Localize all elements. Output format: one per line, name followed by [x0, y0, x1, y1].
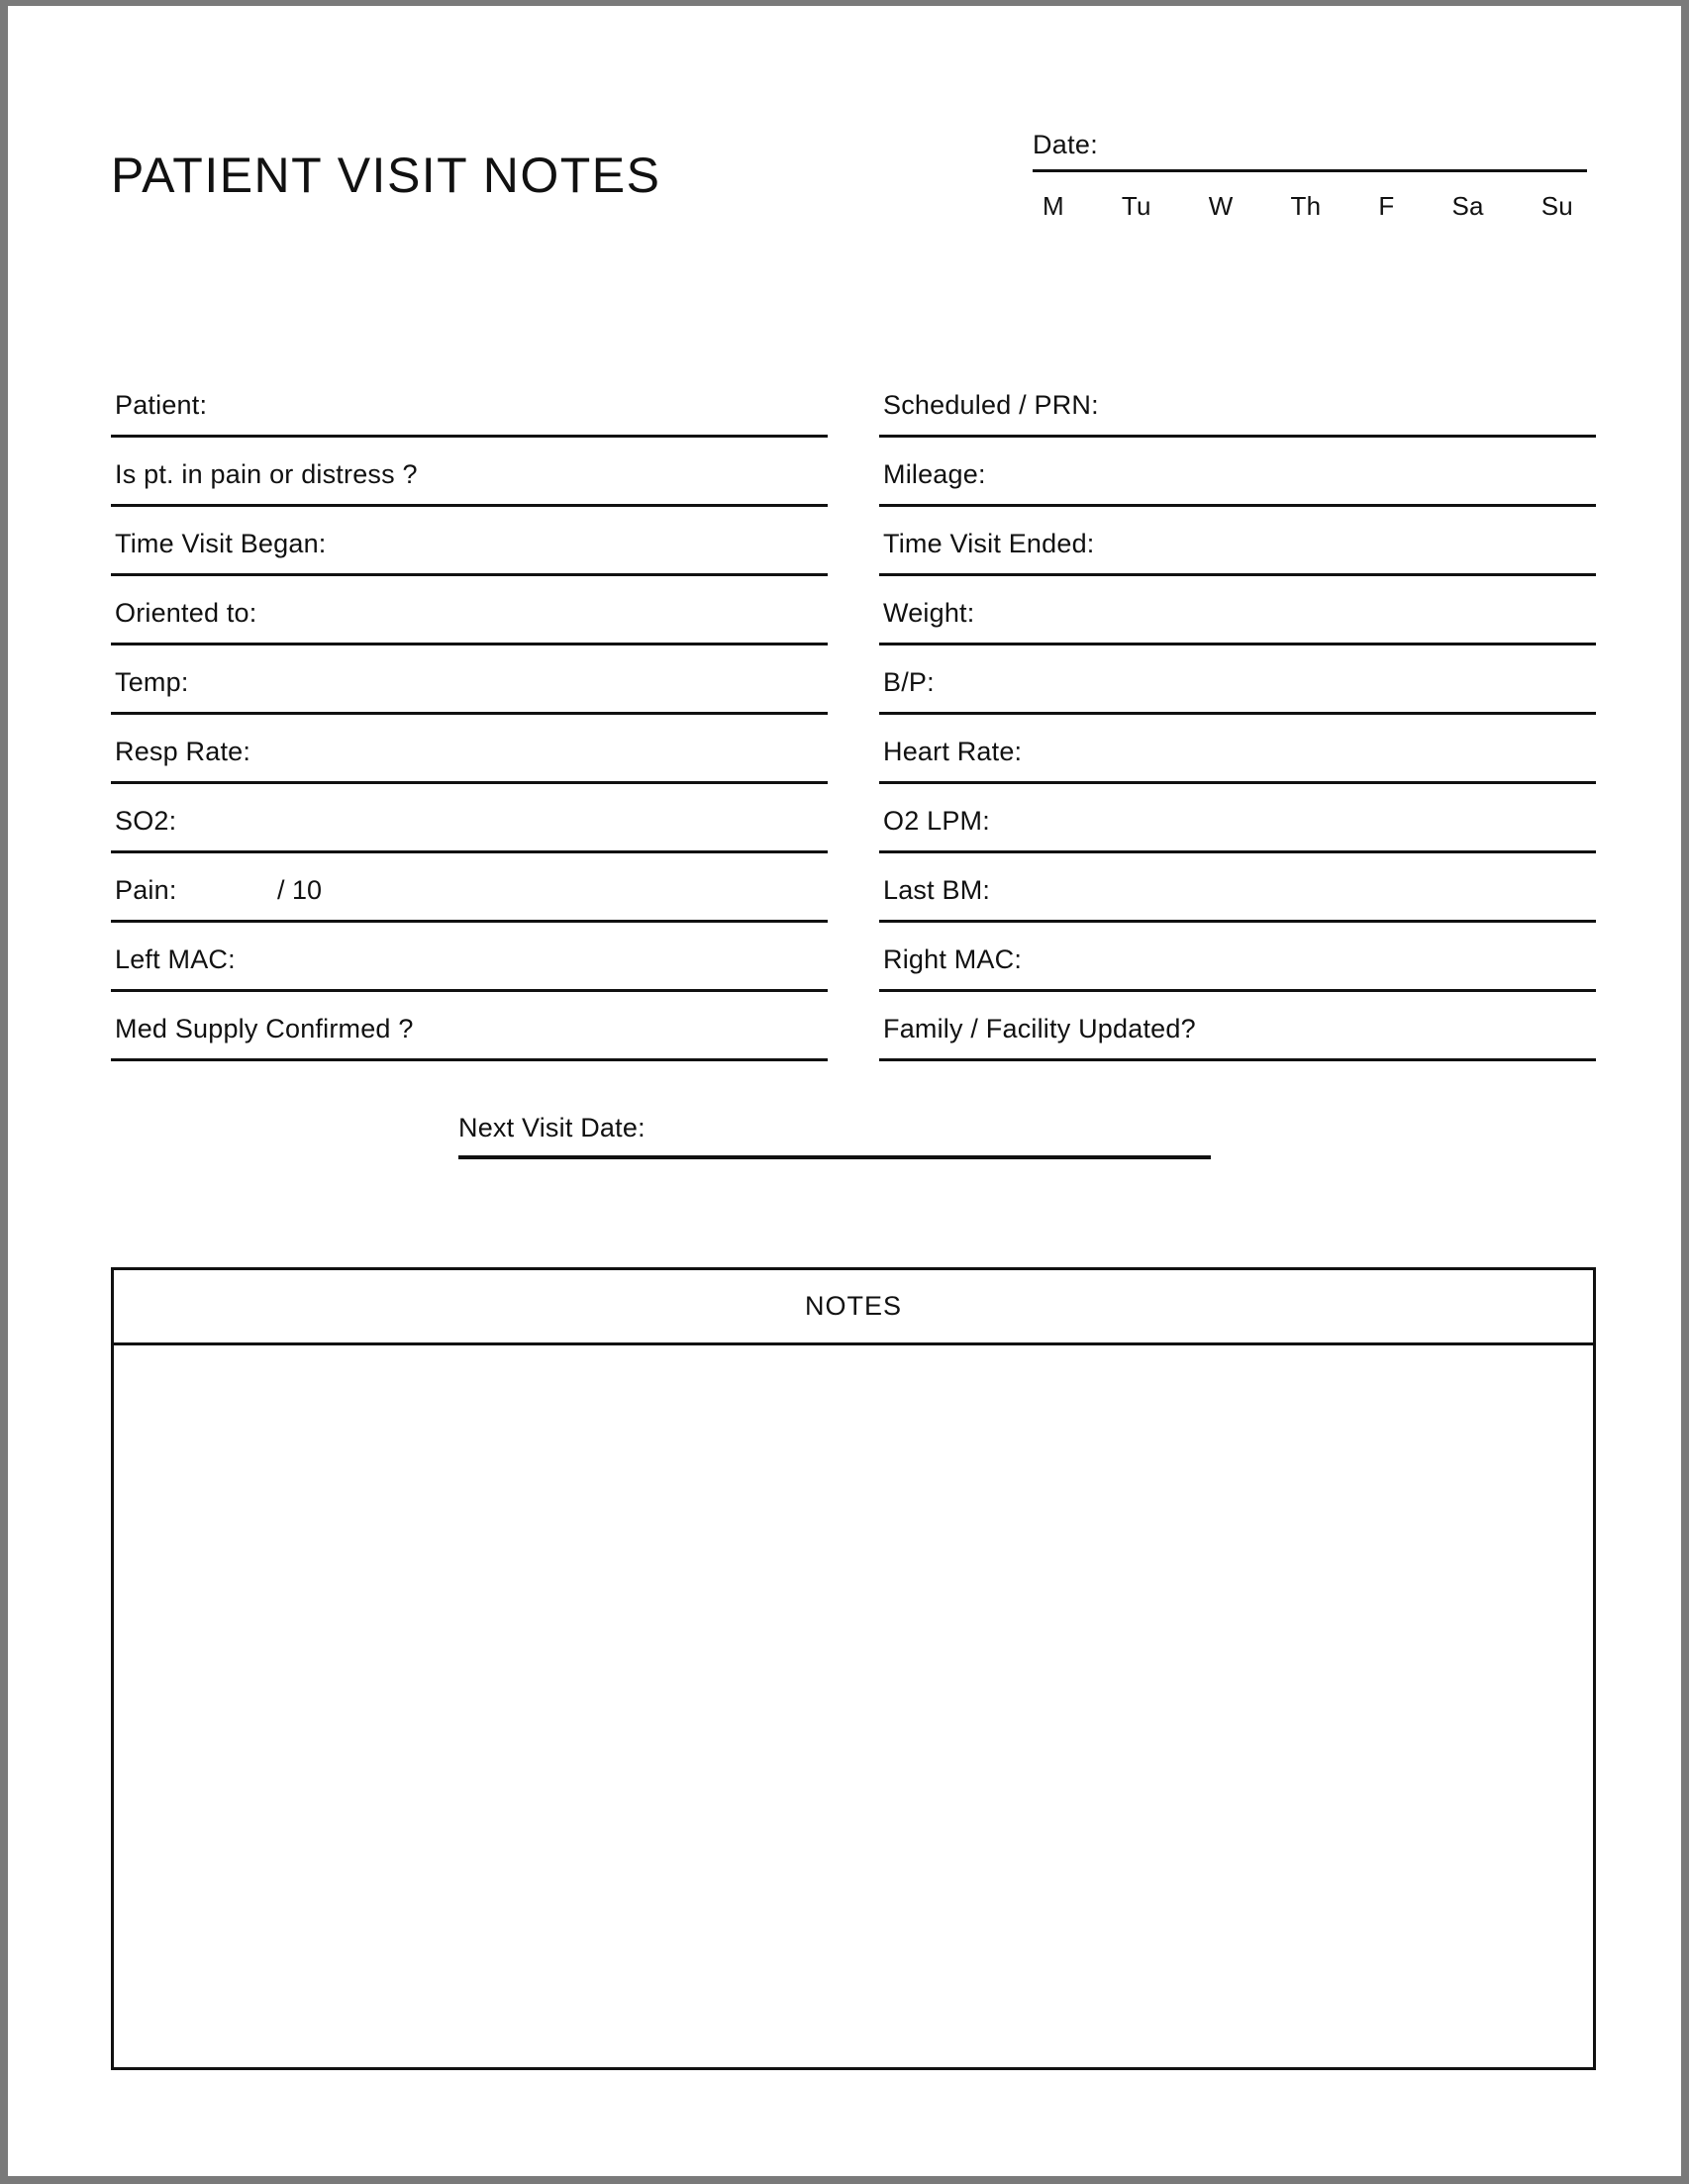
field-o2-lpm[interactable]	[879, 784, 1596, 853]
field-label: Temp:	[115, 667, 189, 697]
field-mileage[interactable]	[879, 438, 1596, 507]
day-option-w[interactable]: W	[1208, 191, 1234, 221]
next-visit-date-write-line[interactable]	[458, 1155, 1211, 1159]
field-oriented-to[interactable]	[111, 576, 828, 645]
vitals-field-grid	[111, 368, 1596, 1061]
field-column-left	[111, 368, 828, 1061]
field-med-supply-confirmed[interactable]	[111, 992, 828, 1061]
day-of-week-row	[1033, 191, 1587, 222]
field-label: Resp Rate:	[115, 737, 251, 766]
field-label: Patient:	[115, 390, 208, 420]
field-label: Time Visit Ended:	[883, 529, 1095, 558]
field-label: Oriented to:	[115, 598, 257, 628]
field-suffix: / 10	[277, 875, 323, 905]
date-block	[1033, 130, 1587, 222]
field-label: Pain:	[115, 875, 177, 905]
date-write-line[interactable]	[1033, 169, 1587, 172]
field-heart-rate[interactable]	[879, 715, 1596, 784]
field-label: Is pt. in pain or distress ?	[115, 459, 418, 489]
notes-write-area[interactable]	[114, 1345, 1593, 2067]
field-right-mac[interactable]	[879, 923, 1596, 992]
field-last-bm[interactable]	[879, 853, 1596, 923]
field-label: O2 LPM:	[883, 806, 990, 836]
field-temp[interactable]	[111, 645, 828, 715]
notes-header	[114, 1270, 1593, 1345]
field-blood-pressure[interactable]	[879, 645, 1596, 715]
field-label: Right MAC:	[883, 944, 1023, 974]
field-label: Left MAC:	[115, 944, 236, 974]
field-label: Med Supply Confirmed ?	[115, 1014, 414, 1043]
field-pain-or-distress[interactable]	[111, 438, 828, 507]
next-visit-date-block	[458, 1113, 1211, 1159]
field-label: Mileage:	[883, 459, 986, 489]
day-option-th[interactable]: Th	[1290, 191, 1322, 221]
notes-header-title: NOTES	[804, 1291, 902, 1321]
day-option-sa[interactable]: Sa	[1451, 191, 1484, 221]
day-option-m[interactable]: M	[1043, 191, 1064, 221]
field-time-visit-began[interactable]	[111, 507, 828, 576]
date-label: Date:	[1033, 130, 1099, 159]
page-title: PATIENT VISIT NOTES	[111, 148, 661, 203]
field-time-visit-ended[interactable]	[879, 507, 1596, 576]
day-option-f[interactable]: F	[1378, 191, 1395, 221]
field-resp-rate[interactable]	[111, 715, 828, 784]
field-label: Scheduled / PRN:	[883, 390, 1099, 420]
field-column-right	[879, 368, 1596, 1061]
field-label: SO2:	[115, 806, 177, 836]
day-option-tu[interactable]: Tu	[1121, 191, 1151, 221]
field-label: Family / Facility Updated?	[883, 1014, 1196, 1043]
field-left-mac[interactable]	[111, 923, 828, 992]
page-sheet	[8, 6, 1681, 2176]
field-so2[interactable]	[111, 784, 828, 853]
field-label: Last BM:	[883, 875, 991, 905]
field-family-facility-updated[interactable]	[879, 992, 1596, 1061]
field-patient[interactable]	[111, 368, 828, 438]
field-scheduled-prn[interactable]	[879, 368, 1596, 438]
notes-section	[111, 1267, 1596, 2070]
field-label: Heart Rate:	[883, 737, 1023, 766]
document-header	[8, 6, 1681, 303]
day-option-su[interactable]: Su	[1540, 191, 1573, 221]
next-visit-date-label: Next Visit Date:	[458, 1113, 646, 1142]
field-weight[interactable]	[879, 576, 1596, 645]
field-pain-score[interactable]	[111, 853, 828, 923]
field-label: B/P:	[883, 667, 935, 697]
field-label: Time Visit Began:	[115, 529, 327, 558]
field-label: Weight:	[883, 598, 975, 628]
